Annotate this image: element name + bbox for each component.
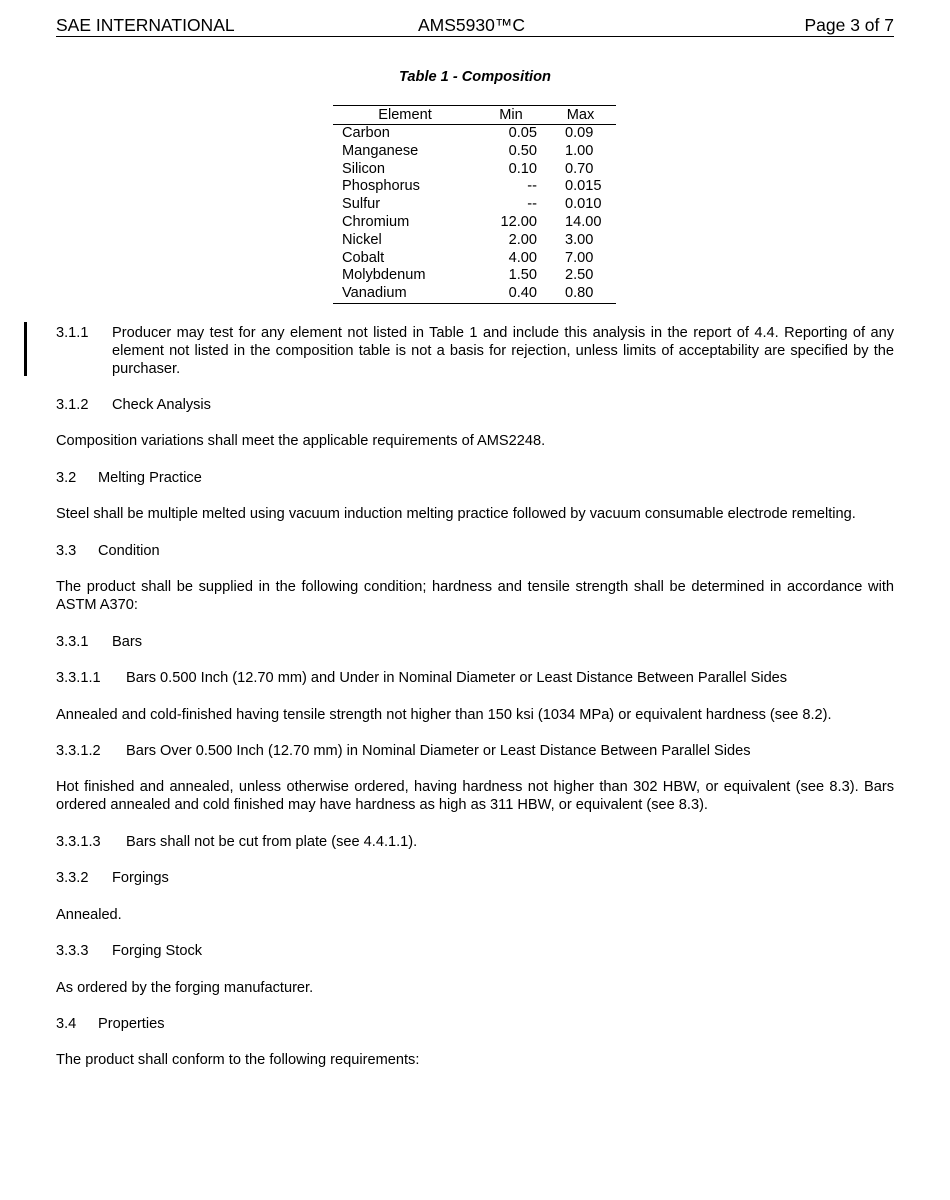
section-title: Bars bbox=[112, 634, 143, 650]
cell-min: 0.05 bbox=[508, 125, 537, 141]
composition-table bbox=[333, 105, 616, 304]
section-number: 3.3.1.2 bbox=[56, 743, 101, 759]
section-3-3-1-3 bbox=[56, 833, 894, 851]
section-text: Bars shall not be cut from plate (see 4.4.1.1). bbox=[126, 834, 418, 850]
section-title: Properties bbox=[98, 1016, 165, 1032]
section-number: 3.3.1.1 bbox=[56, 670, 101, 686]
section-3-3-1-2-heading bbox=[56, 742, 894, 760]
section-number: 3.3 bbox=[56, 543, 77, 559]
section-title: Melting Practice bbox=[98, 470, 202, 486]
cell-min: 0.40 bbox=[508, 285, 537, 302]
table-row bbox=[333, 143, 616, 161]
section-3-3-3-heading bbox=[56, 942, 894, 960]
table-row bbox=[333, 214, 616, 232]
cell-min: -- bbox=[527, 178, 537, 195]
table-row bbox=[333, 250, 616, 268]
section-title: Forgings bbox=[112, 870, 169, 886]
section-title: Condition bbox=[98, 543, 160, 559]
table-row bbox=[333, 161, 616, 179]
cell-max: 14.00 bbox=[565, 213, 602, 230]
cell-element: Chromium bbox=[342, 213, 410, 230]
cell-element: Phosphorus bbox=[342, 178, 420, 195]
cell-min: 12.00 bbox=[500, 213, 537, 230]
section-3-3-1-1-heading bbox=[56, 669, 894, 687]
cell-element: Manganese bbox=[342, 142, 419, 159]
column-header-min: Min bbox=[499, 107, 523, 123]
section-3-1-2-heading bbox=[56, 396, 894, 414]
cell-element: Silicon bbox=[342, 160, 385, 177]
header-page-number: Page 3 of 7 bbox=[804, 15, 894, 35]
table-row bbox=[333, 285, 616, 303]
section-title: Bars Over 0.500 Inch (12.70 mm) in Nominal Diameter or Least Distance Between Parallel Sides bbox=[126, 743, 751, 759]
cell-min: 0.50 bbox=[508, 142, 537, 159]
cell-max: 0.015 bbox=[565, 178, 602, 195]
section-3-3-3-text: As ordered by the forging manufacturer. bbox=[56, 980, 314, 996]
section-title: Check Analysis bbox=[112, 397, 211, 413]
cell-max: 3.00 bbox=[565, 231, 594, 248]
cell-element: Molybdenum bbox=[342, 267, 426, 284]
cell-max: 7.00 bbox=[565, 249, 594, 266]
section-3-3-2-heading bbox=[56, 869, 894, 887]
cell-max: 0.80 bbox=[565, 285, 594, 302]
table-caption: Table 1 - Composition bbox=[399, 69, 551, 85]
column-header-max: Max bbox=[566, 107, 595, 123]
section-title: Forging Stock bbox=[112, 943, 203, 959]
section-3-3-heading bbox=[56, 542, 894, 560]
section-3-4-text: The product shall conform to the following requirements: bbox=[56, 1052, 420, 1068]
section-text: Producer may test for any element not listed in Table 1 and include this analysis in the report of 4.4. Reporting of any element not listed in the composition table is not a basis for rejection, unless limits of acceptability are specified by the purchaser. bbox=[112, 325, 894, 377]
section-3-4-heading bbox=[56, 1015, 894, 1033]
header-organization: SAE INTERNATIONAL bbox=[56, 15, 235, 35]
revision-change-bar bbox=[24, 322, 27, 376]
cell-max: 0.010 bbox=[565, 196, 602, 213]
section-title: Bars 0.500 Inch (12.70 mm) and Under in Nominal Diameter or Least Distance Between Parallel Sides bbox=[126, 670, 788, 686]
section-3-3-1-2-text: Hot finished and annealed, unless otherwise ordered, having hardness not higher than 302 HBW, or equivalent (see 8.3). Bars ordered annealed and cold finished may have hardness as high as 311 HBW, or equivalent (see 8.3). bbox=[56, 779, 894, 813]
section-3-3-text: The product shall be supplied in the following condition; hardness and tensile strength shall be determined in accordance with ASTM A370: bbox=[56, 579, 894, 613]
cell-max: 2.50 bbox=[565, 267, 594, 284]
section-number: 3.3.2 bbox=[56, 870, 89, 886]
cell-min: -- bbox=[527, 196, 537, 213]
cell-element: Nickel bbox=[342, 231, 382, 248]
section-number: 3.4 bbox=[56, 1016, 77, 1032]
section-number: 3.2 bbox=[56, 470, 77, 486]
cell-element: Carbon bbox=[342, 125, 390, 141]
table-header-row bbox=[333, 106, 616, 125]
section-3-3-1-heading bbox=[56, 633, 894, 651]
column-header-element: Element bbox=[378, 107, 432, 123]
section-3-2-text: Steel shall be multiple melted using vacuum induction melting practice followed by vacuum consumable electrode remelting. bbox=[56, 506, 856, 522]
cell-max: 1.00 bbox=[565, 142, 594, 159]
section-3-2-heading bbox=[56, 469, 894, 487]
section-number: 3.3.1 bbox=[56, 634, 89, 650]
cell-min: 4.00 bbox=[508, 249, 537, 266]
header-document-number: AMS5930™C bbox=[418, 15, 525, 35]
section-3-3-1-1-text: Annealed and cold-finished having tensile strength not higher than 150 ksi (1034 MPa) or equivalent hardness (see 8.2). bbox=[56, 707, 832, 723]
section-3-3-2-text: Annealed. bbox=[56, 907, 122, 923]
table-row bbox=[333, 232, 616, 250]
section-number: 3.1.1 bbox=[56, 325, 89, 341]
section-number: 3.1.2 bbox=[56, 397, 89, 413]
table-row bbox=[333, 267, 616, 285]
section-number: 3.3.3 bbox=[56, 943, 89, 959]
cell-min: 0.10 bbox=[508, 160, 537, 177]
cell-element: Sulfur bbox=[342, 196, 381, 213]
cell-max: 0.09 bbox=[565, 125, 594, 141]
cell-min: 2.00 bbox=[508, 231, 537, 248]
table-row bbox=[333, 178, 616, 196]
cell-max: 0.70 bbox=[565, 160, 594, 177]
table-row bbox=[333, 196, 616, 214]
page-header bbox=[56, 15, 894, 37]
table-row bbox=[333, 125, 616, 143]
cell-element: Vanadium bbox=[342, 285, 407, 302]
section-3-1-2-text: Composition variations shall meet the applicable requirements of AMS2248. bbox=[56, 433, 546, 449]
section-number: 3.3.1.3 bbox=[56, 834, 101, 850]
cell-element: Cobalt bbox=[342, 249, 385, 266]
section-3-1-1 bbox=[56, 324, 894, 378]
cell-min: 1.50 bbox=[508, 267, 537, 284]
